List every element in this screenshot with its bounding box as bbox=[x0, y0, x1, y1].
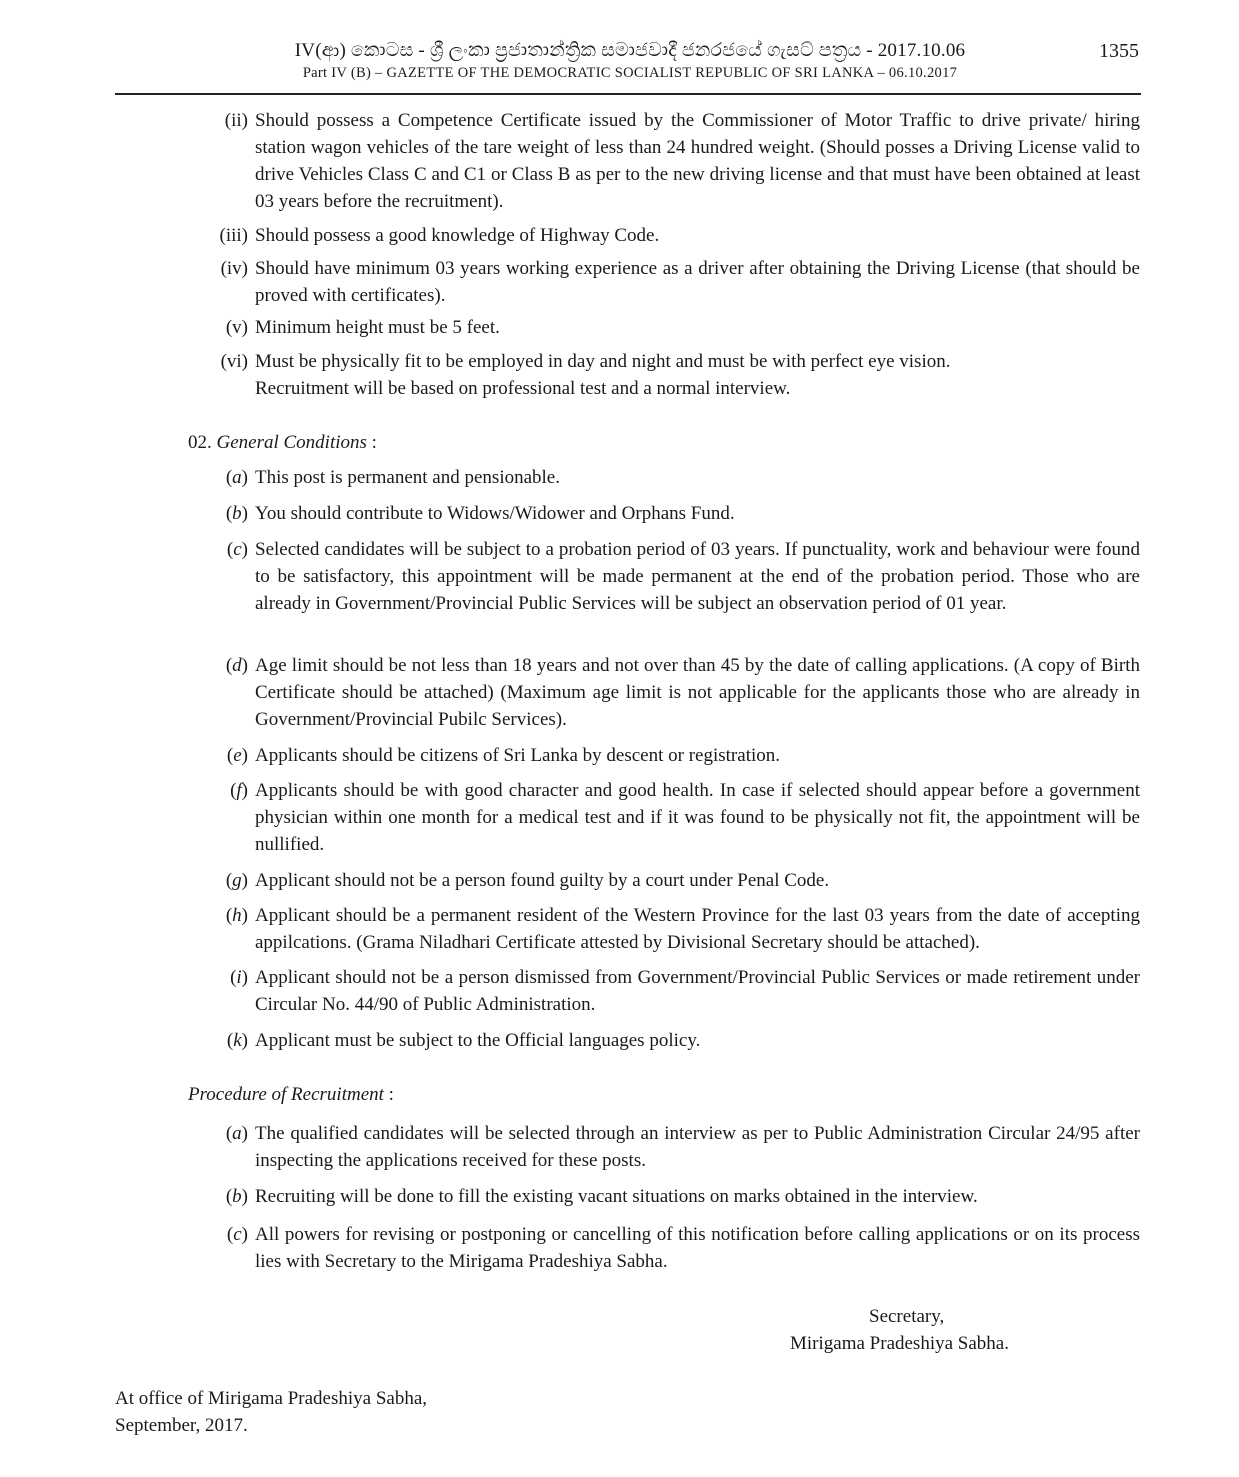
condition-item bbox=[170, 652, 1140, 733]
item-text: Applicant should not be a person dismissed from Government/Provincial Public Services or made retirement under Circular No. 44/90 of Public Administration. bbox=[255, 967, 1140, 1015]
procedure-item bbox=[170, 1120, 1140, 1174]
item-text: Selected candidates will be subject to a probation period of 03 years. If punctuality, work and behaviour were found to be satisfactory, this appointment will be made permanent at the end of the probation period. Those who are already in Government/Provincial Public Services will be subject an observation period of 01 year. bbox=[255, 539, 1140, 614]
item-label: (a) bbox=[225, 1123, 248, 1144]
item-label: (vi) bbox=[220, 351, 248, 372]
item-text: Recruiting will be done to fill the existing vacant situations on marks obtained in the interview. bbox=[255, 1186, 978, 1207]
item-label: (b) bbox=[225, 1186, 248, 1207]
signature-title: Secretary, bbox=[869, 1306, 945, 1327]
item-label: (ii) bbox=[224, 110, 248, 131]
qualification-item bbox=[170, 107, 1140, 215]
section-number: 02. bbox=[188, 432, 212, 453]
item-text: Applicant should be a permanent resident of the Western Province for the last 03 years from the date of accepting appilcations. (Grama Niladhari Certificate attested by Divisional Secretary should be attached). bbox=[255, 905, 1140, 953]
item-text: The qualified candidates will be selected through an interview as per to Public Administration Circular 24/95 after inspecting the applications received for these posts. bbox=[255, 1123, 1140, 1171]
qualification-item bbox=[170, 348, 1140, 375]
item-text: Age limit should be not less than 18 years and not over than 45 by the date of calling applications. (A copy of Birth Certificate should be attached) (Maximum age limit is not applicable for the applicants those who are already in Government/Provincial Pubilc Services). bbox=[255, 655, 1140, 730]
item-text: Applicants should be citizens of Sri Lanka by descent or registration. bbox=[255, 745, 781, 766]
condition-item bbox=[170, 500, 1140, 527]
section-title: Procedure of Recruitment bbox=[188, 1084, 384, 1105]
condition-item bbox=[170, 464, 1140, 491]
item-text: Applicant must be subject to the Official languages policy. bbox=[255, 1030, 701, 1051]
condition-item bbox=[170, 777, 1140, 858]
condition-item bbox=[170, 742, 1140, 769]
item-text: Should possess a good knowledge of Highway Code. bbox=[255, 225, 660, 246]
item-text: This post is permanent and pensionable. bbox=[255, 467, 560, 488]
section-title-suffix: : bbox=[366, 432, 377, 453]
item-text: All powers for revising or postponing or cancelling of this notification before calling applications or on its process lies with Secretary to the Mirigama Pradeshiya Sabha. bbox=[255, 1224, 1140, 1272]
recruitment-note: Recruitment will be based on professional test and a normal interview. bbox=[255, 378, 791, 399]
item-label: (a) bbox=[225, 467, 248, 488]
procedure-heading bbox=[188, 1081, 394, 1108]
item-text: Must be physically fit to be employed in day and night and must be with perfect eye vision. bbox=[255, 351, 951, 372]
item-label: (f) bbox=[230, 780, 248, 801]
item-text: Minimum height must be 5 feet. bbox=[255, 317, 500, 338]
section-title-suffix: : bbox=[383, 1084, 394, 1105]
item-text: You should contribute to Widows/Widower and Orphans Fund. bbox=[255, 503, 735, 524]
general-conditions-heading bbox=[188, 429, 377, 456]
footer-place: At office of Mirigama Pradeshiya Sabha, bbox=[115, 1388, 428, 1409]
item-label: (c) bbox=[226, 1224, 248, 1245]
procedure-item bbox=[170, 1221, 1140, 1275]
qualification-item bbox=[170, 222, 1140, 249]
item-label: (v) bbox=[225, 317, 248, 338]
condition-item bbox=[170, 536, 1140, 617]
item-label: (i) bbox=[230, 967, 248, 988]
page-number: 1355 bbox=[1099, 40, 1139, 62]
item-label: (k) bbox=[226, 1030, 248, 1051]
header-divider bbox=[115, 93, 1141, 95]
item-label: (iv) bbox=[220, 258, 248, 279]
item-text: Applicants should be with good character and good health. In case if selected should appear before a government physician within one month for a medical test and if it was found to be physically not fit, the appointment will be nullified. bbox=[255, 780, 1140, 855]
section-title: General Conditions bbox=[216, 432, 367, 453]
condition-item bbox=[170, 1027, 1140, 1054]
item-text: Should have minimum 03 years working experience as a driver after obtaining the Driving License (that should be proved with certificates). bbox=[255, 258, 1140, 306]
item-label: (b) bbox=[225, 503, 248, 524]
signature-organization: Mirigama Pradeshiya Sabha. bbox=[790, 1333, 1009, 1354]
condition-item bbox=[170, 902, 1140, 956]
footer-date: September, 2017. bbox=[115, 1415, 248, 1436]
condition-item bbox=[170, 964, 1140, 1018]
item-label: (d) bbox=[225, 655, 248, 676]
gazette-header-english: Part IV (B) – GAZETTE OF THE DEMOCRATIC SOCIALIST REPUBLIC OF SRI LANKA – 06.10.2017 bbox=[302, 65, 958, 81]
qualification-item bbox=[170, 255, 1140, 309]
item-label: (h) bbox=[225, 905, 248, 926]
item-label: (g) bbox=[225, 870, 248, 891]
gazette-header-sinhala: IV(ආ) කොටස - ශ්‍රී ලංකා ප්‍රජාතාන්ත්‍රික සමාජවාදී ජනරජයේ ගැසට් පත්‍රය - 2017.10.06 bbox=[294, 40, 966, 61]
qualification-item bbox=[170, 314, 1140, 341]
item-text: Applicant should not be a person found guilty by a court under Penal Code. bbox=[255, 870, 830, 891]
item-label: (e) bbox=[226, 745, 248, 766]
procedure-item bbox=[170, 1183, 1140, 1210]
condition-item bbox=[170, 867, 1140, 894]
item-text: Should possess a Competence Certificate issued by the Commissioner of Motor Traffic to drive private/ hiring station wagon vehicles of the tare weight of less than 24 hundred weight. (Should posses a Driving License valid to drive Vehicles Class C and C1 or Class B as per to the new driving license and that must have been obtained at least 03 years before the recruitment). bbox=[255, 110, 1140, 212]
item-label: (c) bbox=[226, 539, 248, 560]
item-label: (iii) bbox=[219, 225, 248, 246]
